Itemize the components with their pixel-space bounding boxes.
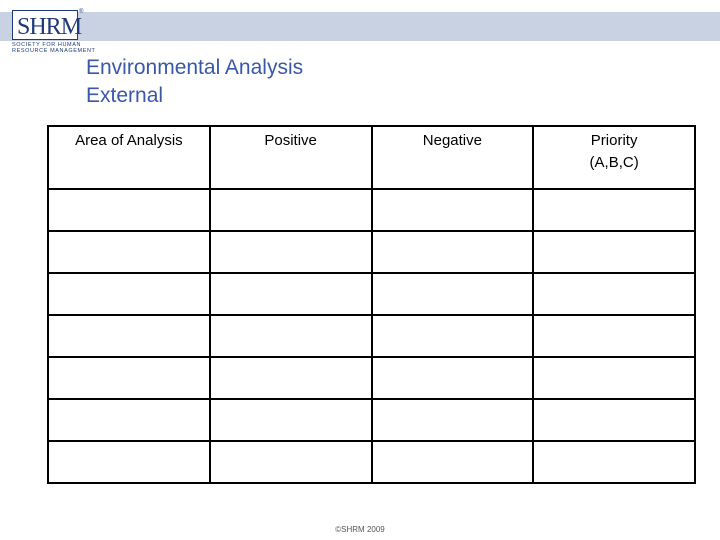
table-cell [533, 441, 695, 483]
title-line-2: External [86, 84, 164, 107]
table-cell [48, 273, 210, 315]
header-area-of-analysis: Area of Analysis [48, 126, 210, 189]
table-cell [48, 399, 210, 441]
logo-wordmark: SHRM [17, 14, 82, 40]
table-cell [48, 231, 210, 273]
table-cell [533, 273, 695, 315]
table-row [48, 189, 695, 231]
table-cell [372, 441, 534, 483]
table-row [48, 315, 695, 357]
table-cell [210, 315, 372, 357]
table-cell [48, 357, 210, 399]
table-row [48, 441, 695, 483]
table-cell [210, 357, 372, 399]
table-cell [372, 273, 534, 315]
logo-tagline-1: SOCIETY FOR HUMAN [12, 42, 82, 48]
table-cell [210, 273, 372, 315]
table-cell [372, 231, 534, 273]
table-cell [372, 189, 534, 231]
header-negative: Negative [372, 126, 534, 189]
logo-tagline-2: RESOURCE MANAGEMENT [12, 48, 96, 54]
table-cell [372, 357, 534, 399]
shrm-logo [10, 8, 96, 56]
table-cell [533, 231, 695, 273]
table-body [48, 189, 695, 483]
title-line-1: Environmental Analysis [86, 56, 304, 79]
table-cell [48, 441, 210, 483]
table-cell [533, 315, 695, 357]
table-cell [48, 315, 210, 357]
slide-title [86, 54, 303, 110]
table-row [48, 273, 695, 315]
table-row [48, 357, 695, 399]
table-cell [533, 189, 695, 231]
header-positive: Positive [210, 126, 372, 189]
table-cell [210, 399, 372, 441]
copyright-footer: ©SHRM 2009 [335, 525, 385, 534]
table-cell [210, 231, 372, 273]
logo-box [12, 10, 82, 40]
table-header-row [48, 126, 695, 189]
header-priority: Priority (A,B,C) [533, 126, 695, 189]
analysis-table [47, 125, 696, 484]
table-cell [48, 189, 210, 231]
table-cell [533, 399, 695, 441]
header-band [0, 12, 720, 41]
table-cell [372, 315, 534, 357]
table-cell [210, 189, 372, 231]
table-cell [372, 399, 534, 441]
table-cell [533, 357, 695, 399]
table-row [48, 399, 695, 441]
table-row [48, 231, 695, 273]
table-cell [210, 441, 372, 483]
registered-mark: ® [79, 9, 84, 15]
